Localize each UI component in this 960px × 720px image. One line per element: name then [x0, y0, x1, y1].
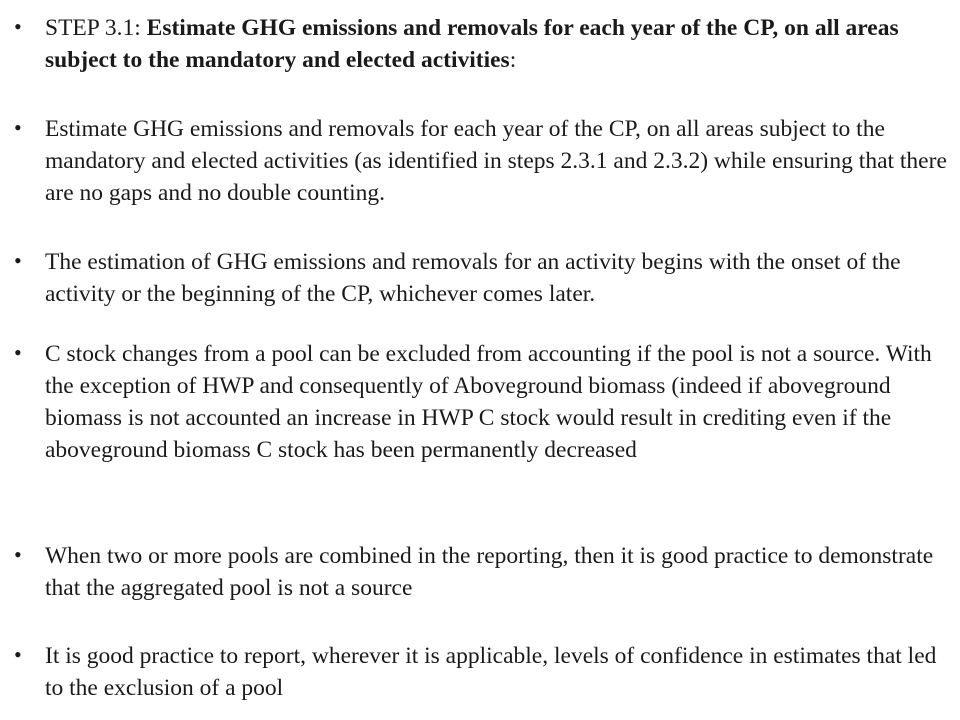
bullet-dot: • [14, 340, 22, 365]
step-prefix: STEP 3.1: [45, 15, 147, 41]
bullet-dot: • [14, 14, 22, 39]
bullet-text [45, 12, 950, 76]
bullet-text: It is good practice to report, wherever it is applicable, levels of confidence in estimates that led to the exclusion of a pool [45, 643, 937, 701]
bullet-text: The estimation of GHG emissions and removals for an activity begins with the onset of the activity or the beginning of the CP, whichever comes later. [45, 249, 901, 307]
step-title: Estimate GHG emissions and removals for each year of the CP, on all areas subject to the mandatory and elected activities [45, 15, 899, 73]
bullet-text: Estimate GHG emissions and removals for each year of the CP, on all areas subject to the mandatory and elected activities (as identified in steps 2.3.1 and 2.3.2) while ensuring that there are no gaps and no double counting. [45, 116, 947, 206]
bullet-dot: • [14, 248, 22, 273]
bullet-dot: • [14, 542, 22, 567]
bullet-dot: • [14, 642, 22, 667]
bullet-text: When two or more pools are combined in the reporting, then it is good practice to demonstrate that the aggregated pool is not a source [45, 543, 934, 601]
step-suffix: : [509, 47, 517, 73]
bullet-text: C stock changes from a pool can be excluded from accounting if the pool is not a source. With the exception of HWP and consequently of Aboveground biomass (indeed if aboveground biomass is not accounted an increase in HWP C stock would result in crediting even if the aboveground biomass C stock has been permanently decreased [45, 341, 932, 463]
bullet-dot: • [14, 115, 22, 140]
